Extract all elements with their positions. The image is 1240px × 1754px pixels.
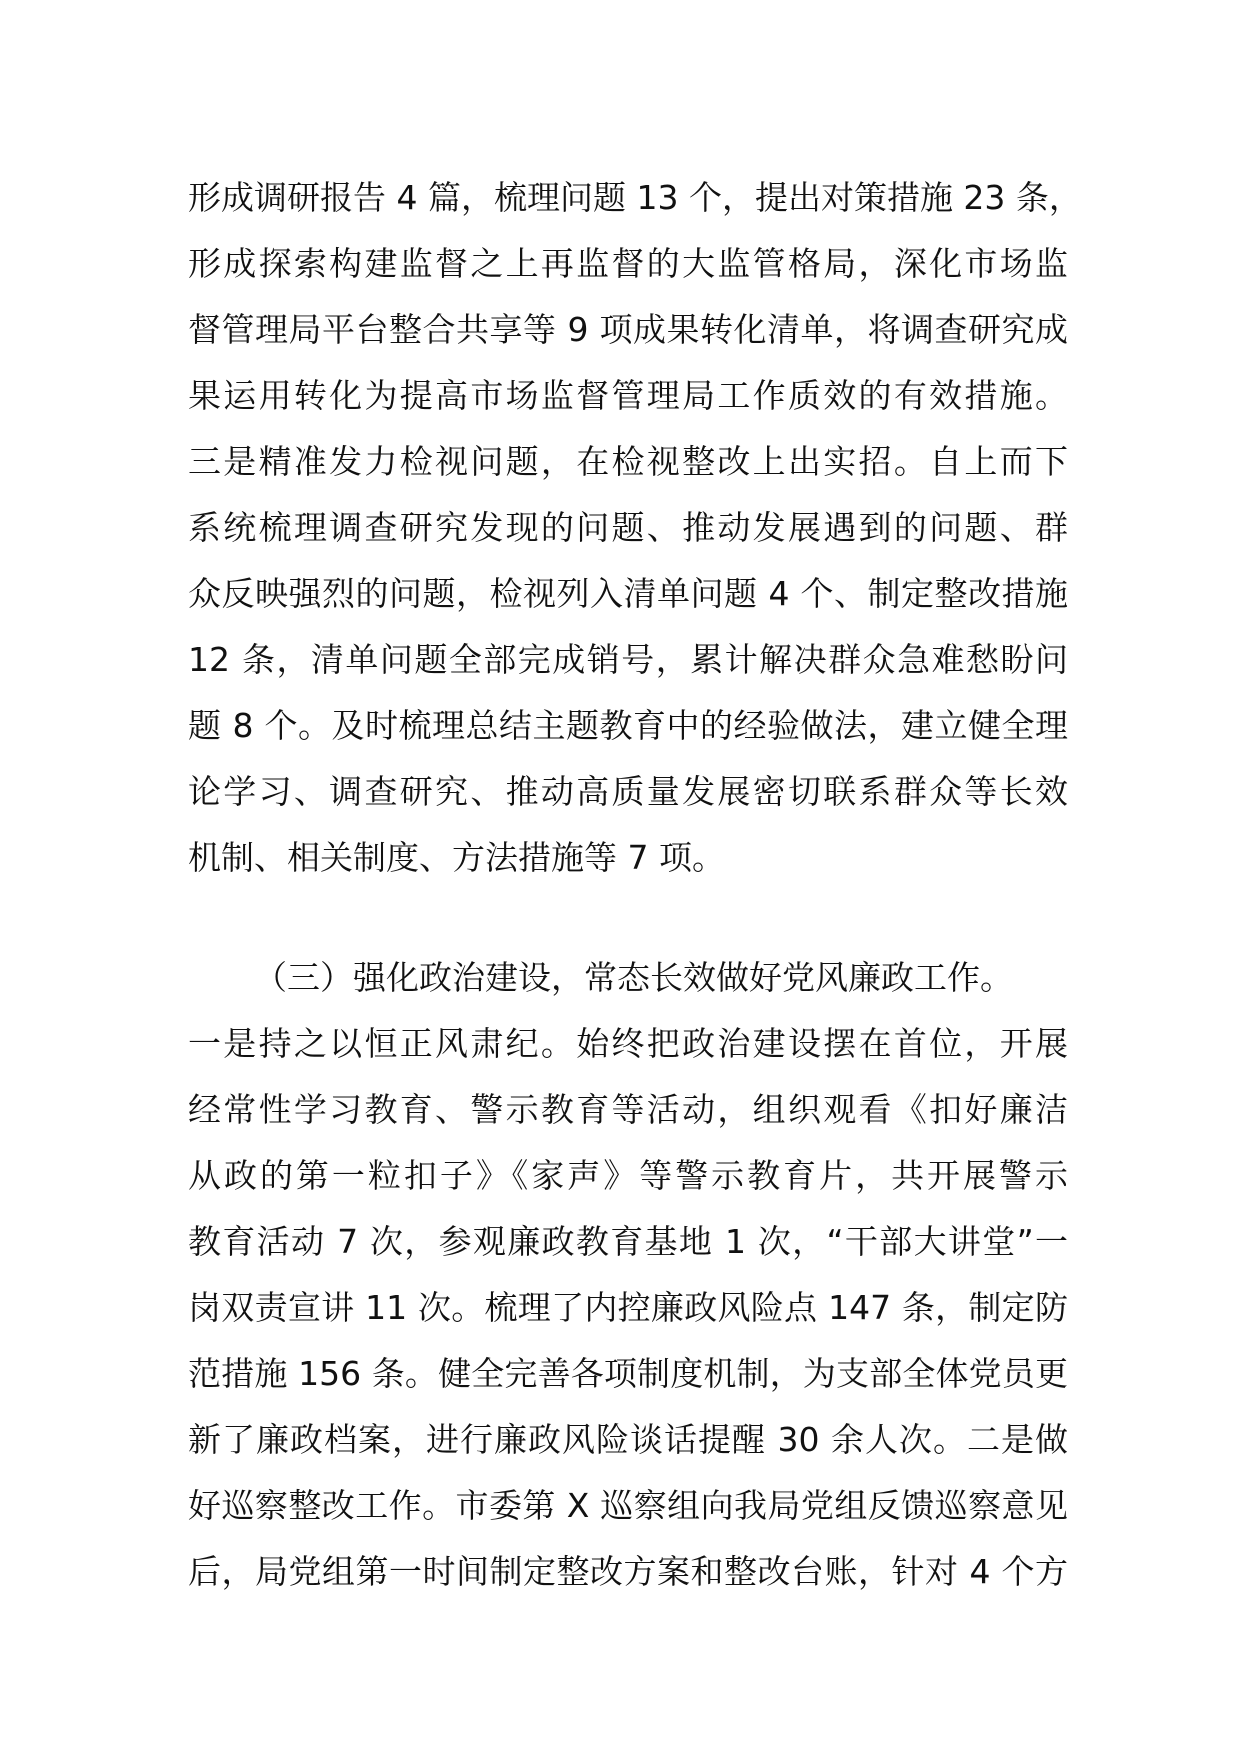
section-heading-line: （三）强化政治建设，常态长效做好党风廉政工作。 — [254, 958, 1013, 997]
text-line: 众反映强烈的问题，检视列入清单问题 4 个、制定整改措施 — [188, 574, 1068, 613]
text-line: 12 条，清单问题全部完成销号，累计解决群众急难愁盼问 — [188, 640, 1068, 679]
text-line: 经常性学习教育、警示教育等活动，组织观看《扣好廉洁 — [188, 1090, 1068, 1129]
text-line: 机制、相关制度、方法措施等 7 项。 — [188, 838, 725, 877]
text-line: 系统梳理调查研究发现的问题、推动发展遇到的问题、群 — [188, 508, 1068, 547]
text-line: 形成探索构建监督之上再监督的大监管格局，深化市场监 — [188, 244, 1068, 283]
text-line: 果运用转化为提高市场监督管理局工作质效的有效措施。 — [188, 376, 1068, 415]
text-line: 好巡察整改工作。市委第 X 巡察组向我局党组反馈巡察意见 — [188, 1486, 1068, 1525]
text-line: 岗双责宣讲 11 次。梳理了内控廉政风险点 147 条，制定防 — [188, 1288, 1068, 1327]
text-line: 一是持之以恒正风肃纪。始终把政治建设摆在首位，开展 — [188, 1024, 1068, 1063]
paragraph-research-and-rectification — [188, 165, 1082, 891]
text-line: 新了廉政档案，进行廉政风险谈话提醒 30 余人次。二是做 — [188, 1420, 1068, 1459]
text-line: 督管理局平台整合共享等 9 项成果转化清单，将调查研究成 — [188, 310, 1068, 349]
text-line: 题 8 个。及时梳理总结主题教育中的经验做法，建立健全理 — [188, 706, 1068, 745]
text-line: 教育活动 7 次，参观廉政教育基地 1 次，“干部大讲堂”一 — [188, 1222, 1068, 1261]
paragraph-political-construction — [188, 945, 1068, 1605]
text-line: 三是精准发力检视问题，在检视整改上出实招。自上而下 — [188, 442, 1068, 481]
text-line: 论学习、调查研究、推动高质量发展密切联系群众等长效 — [188, 772, 1068, 811]
text-line: 形成调研报告 4 篇，梳理问题 13 个，提出对策措施 23 条， — [188, 178, 1082, 217]
text-line: 后，局党组第一时间制定整改方案和整改台账，针对 4 个方 — [188, 1552, 1068, 1591]
text-line: 范措施 156 条。健全完善各项制度机制，为支部全体党员更 — [188, 1354, 1068, 1393]
text-line: 从政的第一粒扣子》《家声》等警示教育片，共开展警示 — [188, 1156, 1068, 1195]
